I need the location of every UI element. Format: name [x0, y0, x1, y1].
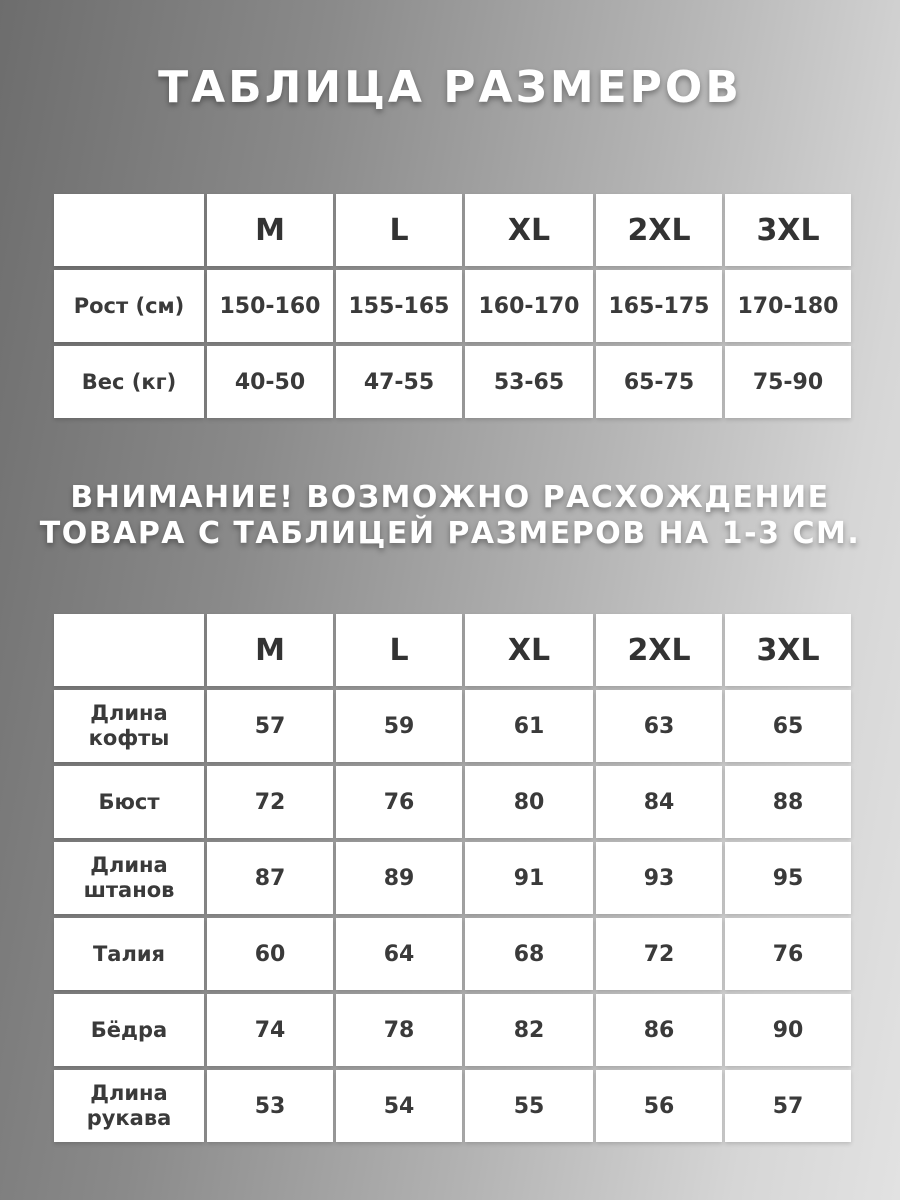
table-cell: 88	[725, 766, 851, 838]
size-header-m: M	[207, 614, 333, 686]
table-cell: 53-65	[465, 346, 593, 418]
size-table-measurements	[54, 614, 851, 1142]
row-label-bust: Бюст	[54, 766, 204, 838]
table-cell: 57	[207, 690, 333, 762]
table-cell: 76	[336, 766, 462, 838]
table-cell: 47-55	[336, 346, 462, 418]
table-cell: 68	[465, 918, 593, 990]
row-label-weight: Вес (кг)	[54, 346, 204, 418]
row-label-top-length: Длина кофты	[54, 690, 204, 762]
page-title: ТАБЛИЦА РАЗМЕРОВ	[158, 62, 742, 113]
notice-line-2: ТОВАРА С ТАБЛИЦЕЙ РАЗМЕРОВ НА 1-3 СМ.	[39, 516, 861, 551]
table-cell: 59	[336, 690, 462, 762]
table-cell: 160-170	[465, 270, 593, 342]
size-header-3xl: 3XL	[725, 194, 851, 266]
table-cell: 150-160	[207, 270, 333, 342]
table-cell: 54	[336, 1070, 462, 1142]
size-table-height-weight	[54, 194, 851, 418]
size-header-l: L	[336, 614, 462, 686]
size-header-xl: XL	[465, 614, 593, 686]
table-cell: 60	[207, 918, 333, 990]
row-label-height: Рост (см)	[54, 270, 204, 342]
table-cell: 63	[596, 690, 722, 762]
table-cell: 170-180	[725, 270, 851, 342]
row-label-pants-length: Длина штанов	[54, 842, 204, 914]
table-cell: 87	[207, 842, 333, 914]
table-corner-cell	[54, 614, 204, 686]
table-cell: 91	[465, 842, 593, 914]
discrepancy-notice	[0, 480, 900, 552]
size-header-m: M	[207, 194, 333, 266]
table-cell: 65-75	[596, 346, 722, 418]
table-cell: 86	[596, 994, 722, 1066]
row-label-hips: Бёдра	[54, 994, 204, 1066]
table-cell: 78	[336, 994, 462, 1066]
table-cell: 90	[725, 994, 851, 1066]
table-cell: 75-90	[725, 346, 851, 418]
row-label-sleeve-length: Длина рукава	[54, 1070, 204, 1142]
table-cell: 76	[725, 918, 851, 990]
table-cell: 72	[596, 918, 722, 990]
table-cell: 61	[465, 690, 593, 762]
size-header-xl: XL	[465, 194, 593, 266]
table-cell: 57	[725, 1070, 851, 1142]
size-header-2xl: 2XL	[596, 614, 722, 686]
table-cell: 93	[596, 842, 722, 914]
table-cell: 40-50	[207, 346, 333, 418]
size-header-l: L	[336, 194, 462, 266]
table-cell: 80	[465, 766, 593, 838]
table-cell: 65	[725, 690, 851, 762]
table-cell: 84	[596, 766, 722, 838]
size-header-2xl: 2XL	[596, 194, 722, 266]
notice-line-1: ВНИМАНИЕ! ВОЗМОЖНО РАСХОЖДЕНИЕ	[70, 480, 830, 515]
table-cell: 56	[596, 1070, 722, 1142]
table-corner-cell	[54, 194, 204, 266]
table-cell: 53	[207, 1070, 333, 1142]
table-cell: 82	[465, 994, 593, 1066]
table-cell: 55	[465, 1070, 593, 1142]
table-cell: 155-165	[336, 270, 462, 342]
size-header-3xl: 3XL	[725, 614, 851, 686]
table-cell: 165-175	[596, 270, 722, 342]
table-cell: 95	[725, 842, 851, 914]
table-cell: 74	[207, 994, 333, 1066]
table-cell: 72	[207, 766, 333, 838]
row-label-waist: Талия	[54, 918, 204, 990]
table-cell: 89	[336, 842, 462, 914]
table-cell: 64	[336, 918, 462, 990]
